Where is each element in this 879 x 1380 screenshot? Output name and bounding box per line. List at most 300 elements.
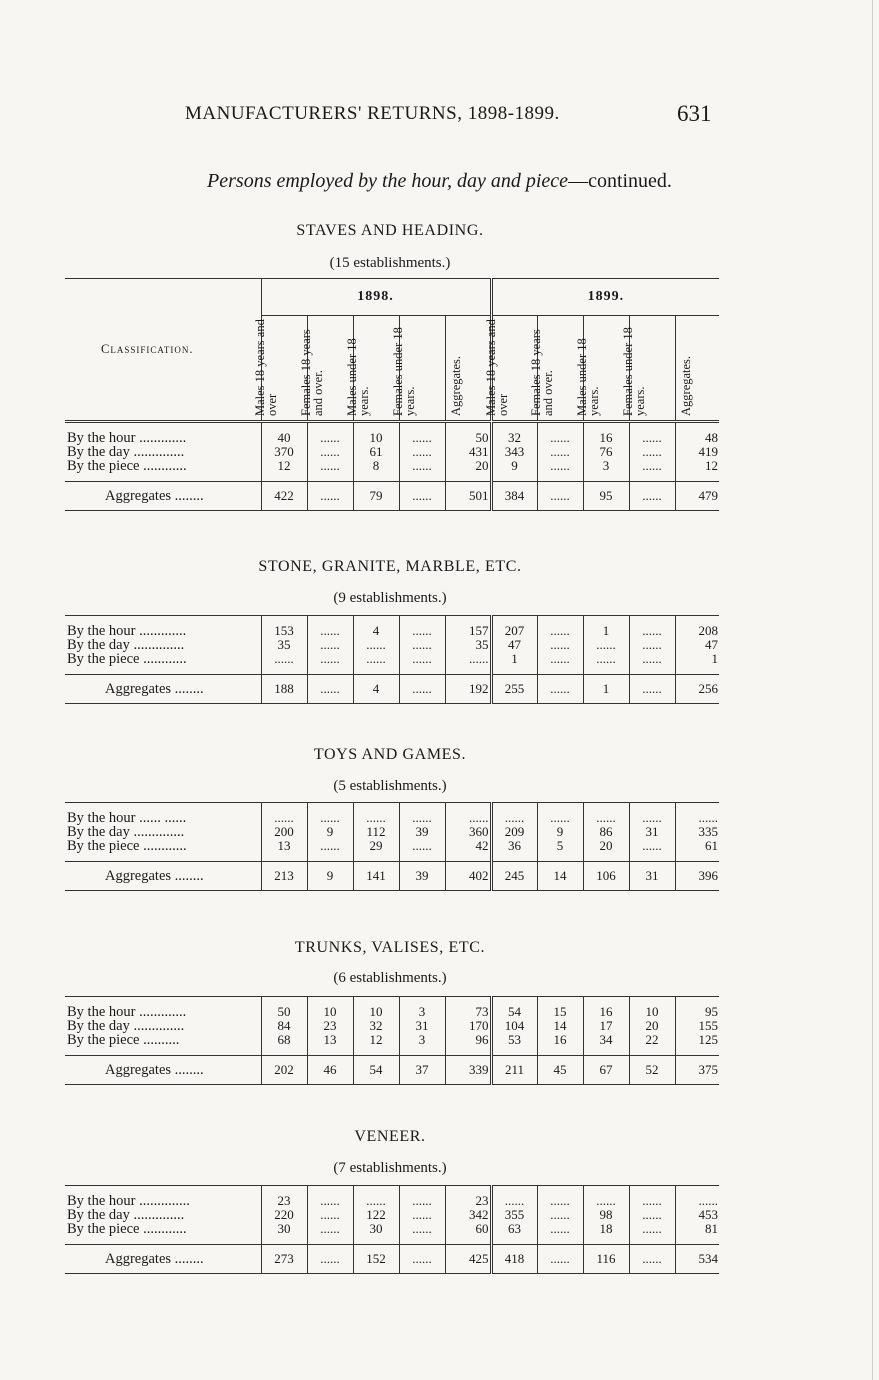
cell-value: ...... bbox=[307, 624, 353, 638]
cell-value: 155 bbox=[675, 1019, 719, 1033]
cell-value: 35 bbox=[445, 638, 491, 652]
row-label: By the day .............. bbox=[67, 444, 185, 460]
cell-value bbox=[629, 1236, 675, 1245]
cell-value: ...... bbox=[537, 652, 583, 666]
cell-value: 157 bbox=[445, 624, 491, 638]
cell-value: ...... bbox=[307, 652, 353, 666]
cell-value: 20 bbox=[583, 839, 629, 853]
section-establishments: (15 establishments.) bbox=[329, 255, 451, 271]
cell-value: 50 bbox=[261, 1005, 307, 1019]
cell-value bbox=[261, 1047, 307, 1056]
cell-value bbox=[445, 666, 491, 675]
spacer-row bbox=[65, 1047, 719, 1056]
cell-value: 45 bbox=[537, 1056, 583, 1085]
cell-value: 48 bbox=[675, 431, 719, 445]
row-label: By the hour .............. bbox=[67, 1193, 190, 1209]
cell-value bbox=[353, 1047, 399, 1056]
cell-value: 453 bbox=[675, 1208, 719, 1222]
cell-value bbox=[629, 853, 675, 862]
cell-value: 35 bbox=[261, 638, 307, 652]
aggregate-row bbox=[65, 675, 719, 704]
row-label bbox=[65, 666, 261, 675]
cell-value: 534 bbox=[675, 1245, 719, 1274]
cell-value: 30 bbox=[261, 1222, 307, 1236]
cell-value: ...... bbox=[629, 445, 675, 459]
cell-value: ...... bbox=[583, 652, 629, 666]
cell-value: 73 bbox=[445, 1005, 491, 1019]
table-row bbox=[65, 459, 719, 473]
cell-value: 10 bbox=[353, 1005, 399, 1019]
cell-value bbox=[307, 1236, 353, 1245]
cell-value: ...... bbox=[307, 482, 353, 511]
section-table bbox=[65, 615, 719, 704]
cell-value: 422 bbox=[261, 482, 307, 511]
cell-value: 16 bbox=[537, 1033, 583, 1047]
cell-value: ...... bbox=[583, 638, 629, 652]
cell-value: ...... bbox=[307, 811, 353, 825]
cell-value: ...... bbox=[399, 811, 445, 825]
cell-value bbox=[353, 666, 399, 675]
cell-value: ...... bbox=[399, 839, 445, 853]
cell-value bbox=[537, 1047, 583, 1056]
cell-value bbox=[307, 1047, 353, 1056]
cell-value bbox=[399, 666, 445, 675]
cell-value: 360 bbox=[445, 825, 491, 839]
cell-value: 67 bbox=[583, 1056, 629, 1085]
cell-value bbox=[445, 853, 491, 862]
cell-value: ...... bbox=[537, 431, 583, 445]
cell-value: ...... bbox=[353, 638, 399, 652]
cell-value: ...... bbox=[399, 652, 445, 666]
table-row bbox=[65, 1194, 719, 1208]
cell-value: 10 bbox=[307, 1005, 353, 1019]
cell-value: 13 bbox=[261, 839, 307, 853]
cell-value bbox=[445, 1047, 491, 1056]
cell-value: 273 bbox=[261, 1245, 307, 1274]
cell-value bbox=[537, 473, 583, 482]
section-title: TRUNKS, VALISES, ETC. bbox=[294, 939, 486, 956]
cell-value: ...... bbox=[537, 1222, 583, 1236]
cell-value bbox=[583, 1047, 629, 1056]
cell-value bbox=[629, 666, 675, 675]
col-females-under-18: Females under 18 years. bbox=[399, 316, 445, 421]
cell-value bbox=[353, 1236, 399, 1245]
cell-value: 9 bbox=[537, 825, 583, 839]
cell-value: ...... bbox=[445, 652, 491, 666]
cell-value: ...... bbox=[307, 1208, 353, 1222]
cell-value: 95 bbox=[675, 1005, 719, 1019]
cell-value: 370 bbox=[261, 445, 307, 459]
cell-value: 47 bbox=[491, 638, 537, 652]
section-establishments: (5 establishments.) bbox=[333, 778, 447, 794]
cell-value bbox=[583, 853, 629, 862]
cell-value: ...... bbox=[307, 1222, 353, 1236]
cell-value: ...... bbox=[307, 638, 353, 652]
cell-value: ...... bbox=[307, 675, 353, 704]
cell-value: 34 bbox=[583, 1033, 629, 1047]
cell-value: ...... bbox=[537, 675, 583, 704]
row-label: By the hour ............. bbox=[67, 623, 187, 639]
cell-value: 12 bbox=[675, 459, 719, 473]
cell-value: 96 bbox=[445, 1033, 491, 1047]
cell-value: 141 bbox=[353, 862, 399, 891]
spacer-row bbox=[65, 473, 719, 482]
col-females-over-18: Females 18 years and over. bbox=[307, 316, 353, 421]
cell-value bbox=[675, 1236, 719, 1245]
running-header: MANUFACTURERS' RETURNS, 1898-1899. bbox=[185, 103, 560, 124]
cell-value: ...... bbox=[261, 811, 307, 825]
subtitle-continued: —continued. bbox=[568, 170, 672, 192]
cell-value bbox=[537, 853, 583, 862]
subtitle-italic: Persons employed by the hour, day and piece bbox=[207, 170, 569, 192]
cell-value bbox=[583, 666, 629, 675]
cell-value: 431 bbox=[445, 445, 491, 459]
section-table bbox=[65, 802, 719, 891]
row-label: By the hour ............. bbox=[67, 1004, 187, 1020]
cell-value: ...... bbox=[537, 811, 583, 825]
cell-value: ...... bbox=[675, 811, 719, 825]
col-males-under-18: Males under 18 years. bbox=[583, 316, 629, 421]
cell-value: 256 bbox=[675, 675, 719, 704]
row-label: By the day .............. bbox=[67, 637, 185, 653]
cell-value: 245 bbox=[491, 862, 537, 891]
cell-value: 53 bbox=[491, 1033, 537, 1047]
cell-value: 42 bbox=[445, 839, 491, 853]
cell-value: 4 bbox=[353, 675, 399, 704]
section-table bbox=[65, 422, 719, 511]
row-label bbox=[65, 853, 261, 862]
cell-value: 335 bbox=[675, 825, 719, 839]
cell-value bbox=[675, 473, 719, 482]
row-label: By the hour ...... ...... bbox=[67, 810, 187, 826]
table-row bbox=[65, 1222, 719, 1236]
cell-value bbox=[629, 1047, 675, 1056]
cell-value: ...... bbox=[307, 459, 353, 473]
cell-value: 3 bbox=[399, 1033, 445, 1047]
cell-value: ...... bbox=[399, 675, 445, 704]
cell-value: ...... bbox=[629, 839, 675, 853]
cell-value bbox=[399, 1047, 445, 1056]
section-title: VENEER. bbox=[354, 1128, 426, 1145]
cell-value: 31 bbox=[629, 825, 675, 839]
cell-value bbox=[675, 666, 719, 675]
cell-value: ...... bbox=[353, 811, 399, 825]
row-label: Aggregates ........ bbox=[65, 675, 261, 704]
spacer-row bbox=[65, 666, 719, 675]
row-label bbox=[65, 1047, 261, 1056]
cell-value: 95 bbox=[583, 482, 629, 511]
cell-value bbox=[491, 853, 537, 862]
cell-value: ...... bbox=[629, 652, 675, 666]
cell-value: 23 bbox=[307, 1019, 353, 1033]
cell-value: 384 bbox=[491, 482, 537, 511]
table-row bbox=[65, 825, 719, 839]
cell-value: 5 bbox=[537, 839, 583, 853]
cell-value: 23 bbox=[445, 1194, 491, 1208]
cell-value: 152 bbox=[353, 1245, 399, 1274]
row-label: By the day .............. bbox=[67, 1207, 185, 1223]
cell-value: 86 bbox=[583, 825, 629, 839]
col-males-over-18: Males 18 years and over bbox=[261, 316, 307, 421]
cell-value: ...... bbox=[629, 1194, 675, 1208]
cell-value: 1 bbox=[491, 652, 537, 666]
section-table bbox=[65, 1185, 719, 1274]
cell-value: ...... bbox=[675, 1194, 719, 1208]
cell-value: ...... bbox=[399, 1194, 445, 1208]
cell-value: 52 bbox=[629, 1056, 675, 1085]
cell-value: 20 bbox=[445, 459, 491, 473]
table-row bbox=[65, 839, 719, 853]
table-row bbox=[65, 1019, 719, 1033]
cell-value: ...... bbox=[537, 482, 583, 511]
table-row bbox=[65, 1005, 719, 1019]
cell-value bbox=[629, 473, 675, 482]
cell-value: 16 bbox=[583, 1005, 629, 1019]
cell-value bbox=[307, 473, 353, 482]
cell-value: 106 bbox=[583, 862, 629, 891]
cell-value: ...... bbox=[399, 1208, 445, 1222]
cell-value: ...... bbox=[629, 431, 675, 445]
aggregate-row bbox=[65, 862, 719, 891]
row-label: Aggregates ........ bbox=[65, 1245, 261, 1274]
cell-value: 192 bbox=[445, 675, 491, 704]
cell-value bbox=[491, 473, 537, 482]
cell-value: ...... bbox=[537, 445, 583, 459]
cell-value: 20 bbox=[629, 1019, 675, 1033]
cell-value: ...... bbox=[261, 652, 307, 666]
cell-value: 170 bbox=[445, 1019, 491, 1033]
cell-value: 79 bbox=[353, 482, 399, 511]
cell-value: 37 bbox=[399, 1056, 445, 1085]
cell-value bbox=[445, 473, 491, 482]
cell-value: 479 bbox=[675, 482, 719, 511]
cell-value bbox=[491, 1047, 537, 1056]
cell-value: 31 bbox=[399, 1019, 445, 1033]
cell-value: 12 bbox=[353, 1033, 399, 1047]
cell-value bbox=[445, 1236, 491, 1245]
cell-value: 4 bbox=[353, 624, 399, 638]
row-label: By the piece .......... bbox=[67, 1032, 180, 1048]
cell-value bbox=[399, 473, 445, 482]
classification-header: Classification. bbox=[65, 279, 261, 421]
table-row bbox=[65, 431, 719, 445]
cell-value: 425 bbox=[445, 1245, 491, 1274]
cell-value: ...... bbox=[445, 811, 491, 825]
row-label: By the piece ............ bbox=[67, 458, 187, 474]
cell-value bbox=[399, 853, 445, 862]
cell-value: 419 bbox=[675, 445, 719, 459]
col-females-over-18: Females 18 years and over. bbox=[537, 316, 583, 421]
col-males-under-18: Males under 18 years. bbox=[353, 316, 399, 421]
cell-value: ...... bbox=[629, 482, 675, 511]
col-aggregates: Aggregates. bbox=[445, 316, 491, 421]
row-label: Aggregates ........ bbox=[65, 862, 261, 891]
cell-value: ...... bbox=[399, 624, 445, 638]
cell-value: 209 bbox=[491, 825, 537, 839]
cell-value: ...... bbox=[307, 1245, 353, 1274]
cell-value: 112 bbox=[353, 825, 399, 839]
cell-value: 30 bbox=[353, 1222, 399, 1236]
cell-value: ...... bbox=[629, 1222, 675, 1236]
cell-value: 501 bbox=[445, 482, 491, 511]
spacer-row bbox=[65, 1236, 719, 1245]
cell-value: 220 bbox=[261, 1208, 307, 1222]
cell-value bbox=[261, 1236, 307, 1245]
row-label: By the day .............. bbox=[67, 1018, 185, 1034]
cell-value: ...... bbox=[629, 1245, 675, 1274]
cell-value: ...... bbox=[537, 1245, 583, 1274]
cell-value: 104 bbox=[491, 1019, 537, 1033]
row-label bbox=[65, 473, 261, 482]
year-1898-header: 1898. bbox=[261, 279, 491, 316]
table-row bbox=[65, 811, 719, 825]
cell-value: 213 bbox=[261, 862, 307, 891]
cell-value: 61 bbox=[353, 445, 399, 459]
page-subtitle bbox=[0, 170, 879, 193]
cell-value: ...... bbox=[307, 431, 353, 445]
cell-value: 39 bbox=[399, 825, 445, 839]
page-edge bbox=[872, 0, 873, 1380]
cell-value: ...... bbox=[399, 1222, 445, 1236]
cell-value: ...... bbox=[629, 675, 675, 704]
cell-value: 81 bbox=[675, 1222, 719, 1236]
cell-value: ...... bbox=[537, 459, 583, 473]
section-table bbox=[65, 996, 719, 1085]
cell-value: 9 bbox=[491, 459, 537, 473]
cell-value: 207 bbox=[491, 624, 537, 638]
cell-value: 375 bbox=[675, 1056, 719, 1085]
cell-value: ...... bbox=[307, 839, 353, 853]
cell-value bbox=[353, 853, 399, 862]
section-title: STAVES AND HEADING. bbox=[296, 222, 484, 239]
cell-value bbox=[399, 1236, 445, 1245]
cell-value: ...... bbox=[399, 482, 445, 511]
cell-value: 418 bbox=[491, 1245, 537, 1274]
cell-value: 153 bbox=[261, 624, 307, 638]
cell-value: 22 bbox=[629, 1033, 675, 1047]
row-label: By the day .............. bbox=[67, 824, 185, 840]
cell-value: 63 bbox=[491, 1222, 537, 1236]
cell-value: 31 bbox=[629, 862, 675, 891]
table-row bbox=[65, 1208, 719, 1222]
cell-value: 396 bbox=[675, 862, 719, 891]
section-establishments: (9 establishments.) bbox=[333, 590, 447, 606]
cell-value: ...... bbox=[583, 1194, 629, 1208]
cell-value: ...... bbox=[629, 459, 675, 473]
cell-value: 1 bbox=[583, 675, 629, 704]
cell-value bbox=[491, 666, 537, 675]
cell-value: ...... bbox=[307, 445, 353, 459]
cell-value bbox=[261, 666, 307, 675]
cell-value: 255 bbox=[491, 675, 537, 704]
row-label: By the hour ............. bbox=[67, 430, 187, 446]
cell-value: 342 bbox=[445, 1208, 491, 1222]
cell-value: 122 bbox=[353, 1208, 399, 1222]
cell-value: 40 bbox=[261, 431, 307, 445]
cell-value: ...... bbox=[399, 638, 445, 652]
cell-value: 202 bbox=[261, 1056, 307, 1085]
cell-value bbox=[353, 473, 399, 482]
cell-value: 211 bbox=[491, 1056, 537, 1085]
section-establishments: (6 establishments.) bbox=[333, 970, 447, 986]
row-label: Aggregates ........ bbox=[65, 1056, 261, 1085]
column-header bbox=[65, 278, 719, 421]
cell-value: 339 bbox=[445, 1056, 491, 1085]
section-title: TOYS AND GAMES. bbox=[313, 746, 467, 763]
cell-value: 50 bbox=[445, 431, 491, 445]
cell-value: 15 bbox=[537, 1005, 583, 1019]
cell-value: 13 bbox=[307, 1033, 353, 1047]
aggregate-row bbox=[65, 1245, 719, 1274]
cell-value: ...... bbox=[399, 431, 445, 445]
cell-value bbox=[307, 853, 353, 862]
cell-value: ...... bbox=[491, 1194, 537, 1208]
row-label: Aggregates ........ bbox=[65, 482, 261, 511]
cell-value: 61 bbox=[675, 839, 719, 853]
row-label: By the piece ............ bbox=[67, 1221, 187, 1237]
cell-value: 9 bbox=[307, 862, 353, 891]
cell-value: ...... bbox=[629, 638, 675, 652]
cell-value: 200 bbox=[261, 825, 307, 839]
cell-value: 36 bbox=[491, 839, 537, 853]
row-label: By the piece ............ bbox=[67, 651, 187, 667]
cell-value: 32 bbox=[353, 1019, 399, 1033]
page-number: 631 bbox=[677, 101, 712, 126]
col-aggregates: Aggregates. bbox=[675, 316, 719, 421]
cell-value: ...... bbox=[399, 1245, 445, 1274]
spacer-row bbox=[65, 853, 719, 862]
section-title: STONE, GRANITE, MARBLE, ETC. bbox=[258, 558, 522, 575]
aggregate-row bbox=[65, 482, 719, 511]
row-label: By the piece ............ bbox=[67, 838, 187, 854]
cell-value: ...... bbox=[629, 811, 675, 825]
cell-value: 12 bbox=[261, 459, 307, 473]
cell-value bbox=[675, 1047, 719, 1056]
cell-value: 54 bbox=[353, 1056, 399, 1085]
table-row bbox=[65, 445, 719, 459]
cell-value: 14 bbox=[537, 862, 583, 891]
table-row bbox=[65, 652, 719, 666]
cell-value: 46 bbox=[307, 1056, 353, 1085]
cell-value: 188 bbox=[261, 675, 307, 704]
cell-value: 1 bbox=[583, 624, 629, 638]
cell-value: 98 bbox=[583, 1208, 629, 1222]
cell-value bbox=[537, 666, 583, 675]
cell-value: 54 bbox=[491, 1005, 537, 1019]
cell-value: ...... bbox=[353, 1194, 399, 1208]
cell-value: 16 bbox=[583, 431, 629, 445]
cell-value: 9 bbox=[307, 825, 353, 839]
cell-value: ...... bbox=[537, 638, 583, 652]
cell-value: 8 bbox=[353, 459, 399, 473]
cell-value: 14 bbox=[537, 1019, 583, 1033]
row-label bbox=[65, 1236, 261, 1245]
cell-value: 402 bbox=[445, 862, 491, 891]
table-row bbox=[65, 638, 719, 652]
cell-value: 3 bbox=[399, 1005, 445, 1019]
cell-value: 18 bbox=[583, 1222, 629, 1236]
cell-value: 47 bbox=[675, 638, 719, 652]
col-males-over-18: Males 18 years and over bbox=[491, 316, 537, 421]
cell-value bbox=[583, 473, 629, 482]
cell-value: 17 bbox=[583, 1019, 629, 1033]
cell-value: 76 bbox=[583, 445, 629, 459]
cell-value: ...... bbox=[353, 652, 399, 666]
cell-value bbox=[491, 1236, 537, 1245]
table-row bbox=[65, 1033, 719, 1047]
section-establishments: (7 establishments.) bbox=[333, 1160, 447, 1176]
cell-value: 116 bbox=[583, 1245, 629, 1274]
